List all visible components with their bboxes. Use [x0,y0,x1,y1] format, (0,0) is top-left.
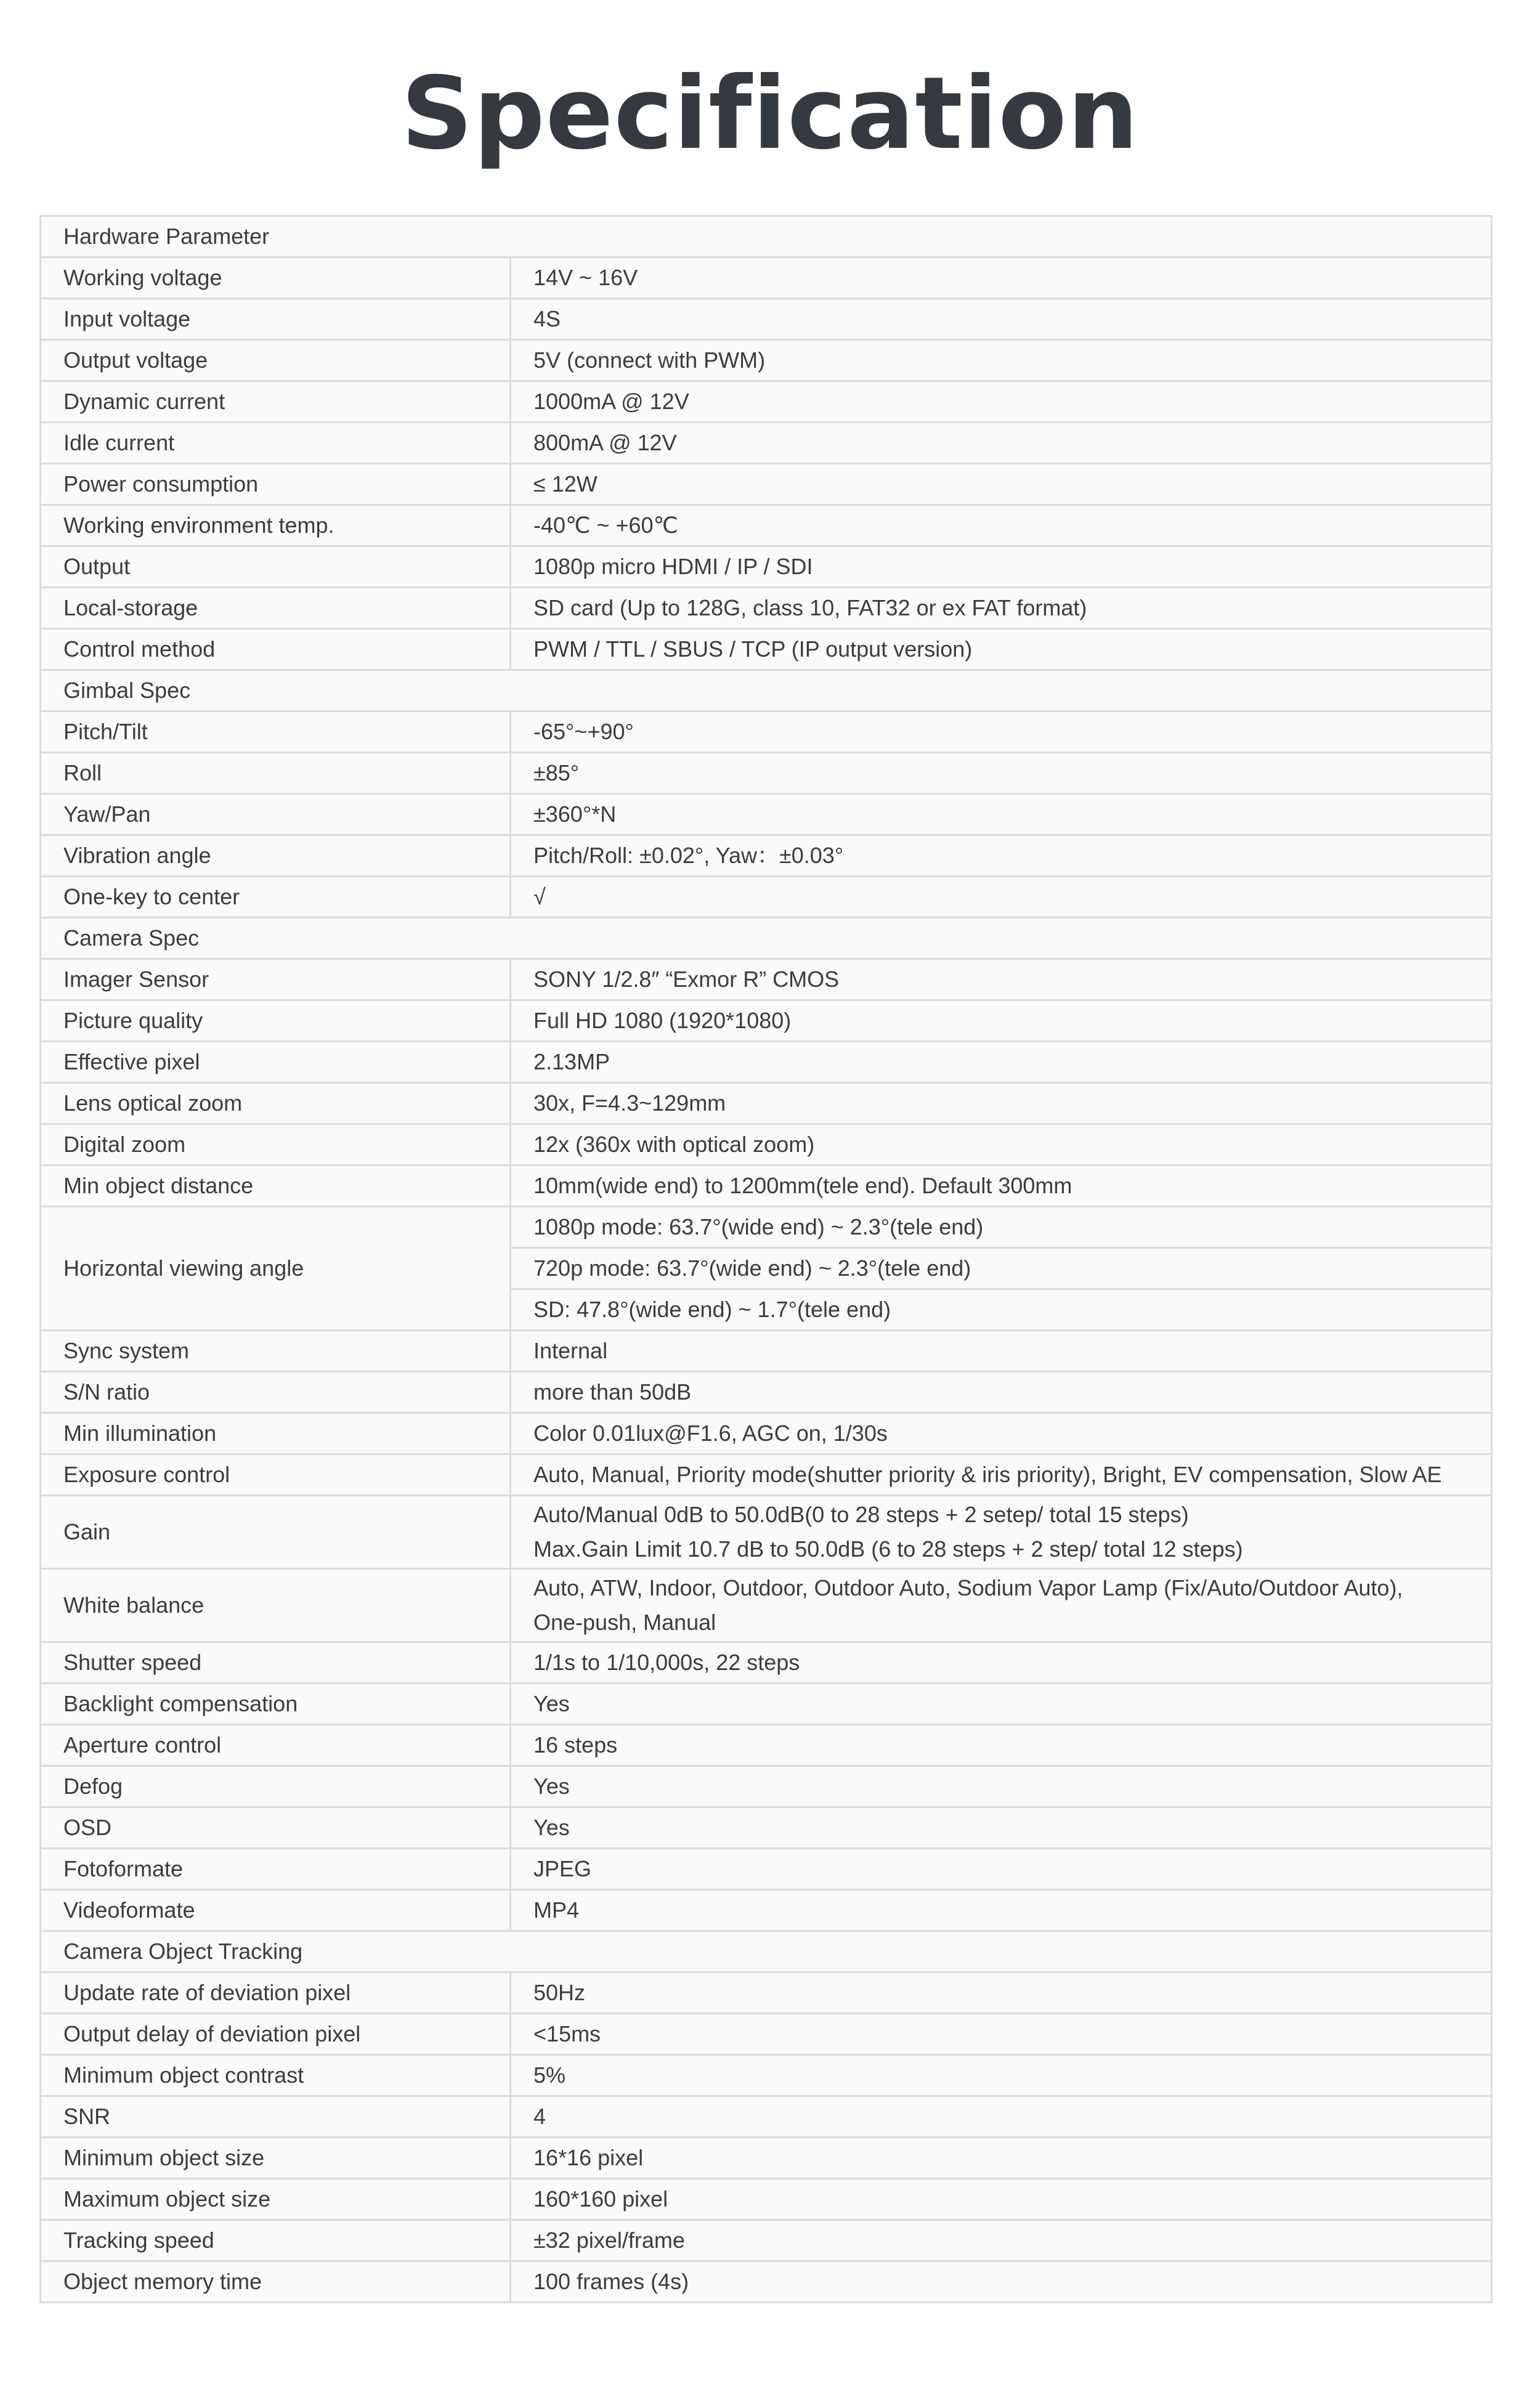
spec-label: Backlight compensation [41,1684,511,1725]
spec-value: ±85° [511,753,1492,794]
table-row [41,877,1492,918]
spec-value: 160*160 pixel [511,2179,1492,2220]
spec-value: 1080p micro HDMI / IP / SDI [511,546,1492,588]
table-row [41,712,1492,753]
spec-value: 50Hz [511,1972,1492,2014]
spec-value: Yes [511,1684,1492,1725]
spec-label: Yaw/Pan [41,794,511,835]
section-header-row [41,216,1492,257]
spec-label: Idle current [41,423,511,464]
table-row [41,629,1492,670]
spec-value: 12x (360x with optical zoom) [511,1124,1492,1166]
table-row [41,1331,1492,1372]
spec-value: 14V ~ 16V [511,257,1492,299]
table-row [41,835,1492,877]
spec-label: Aperture control [41,1725,511,1766]
table-row [41,505,1492,546]
spec-value: 2.13MP [511,1042,1492,1083]
spec-value: 800mA @ 12V [511,423,1492,464]
table-row [41,1849,1492,1890]
table-row [41,959,1492,1000]
table-row [41,2014,1492,2055]
table-row [41,464,1492,505]
table-row [41,340,1492,381]
spec-value: -40℃ ~ +60℃ [511,505,1492,546]
spec-label: S/N ratio [41,1372,511,1413]
table-row [41,1413,1492,1454]
table-row [41,423,1492,464]
spec-label: Gain [41,1496,511,1569]
table-row [41,1124,1492,1166]
spec-label: Videoformate [41,1890,511,1931]
spec-label: Roll [41,753,511,794]
table-row [41,1890,1492,1931]
spec-label: Maximum object size [41,2179,511,2220]
table-row [41,1807,1492,1849]
spec-label: White balance [41,1569,511,1642]
spec-value: ±32 pixel/frame [511,2220,1492,2261]
spec-value: Yes [511,1766,1492,1807]
table-row [41,2220,1492,2261]
spec-label: Exposure control [41,1454,511,1496]
spec-label: Lens optical zoom [41,1083,511,1124]
spec-value: PWM / TTL / SBUS / TCP (IP output version) [511,629,1492,670]
spec-label: Working environment temp. [41,505,511,546]
spec-label: Working voltage [41,257,511,299]
spec-value: SD card (Up to 128G, class 10, FAT32 or ex FAT format) [511,588,1492,629]
table-row [41,588,1492,629]
table-row [41,1000,1492,1042]
table-row [41,2096,1492,2138]
table-row [41,2138,1492,2179]
table-row [41,1372,1492,1413]
spec-label: Horizontal viewing angle [41,1207,511,1331]
specification-table-body [41,216,1492,2303]
spec-value: -65°~+90° [511,712,1492,753]
spec-label: Output [41,546,511,588]
table-row [41,1496,1492,1569]
spec-value: ±360°*N [511,794,1492,835]
section-header-row [41,918,1492,959]
section-header: Camera Spec [41,918,1492,959]
spec-value: 1000mA @ 12V [511,381,1492,423]
spec-value: ≤ 12W [511,464,1492,505]
spec-value: Color 0.01lux@F1.6, AGC on, 1/30s [511,1413,1492,1454]
spec-label: Minimum object size [41,2138,511,2179]
spec-label: Sync system [41,1331,511,1372]
spec-label: Minimum object contrast [41,2055,511,2096]
spec-value: 1/1s to 1/10,000s, 22 steps [511,1642,1492,1684]
spec-value: Internal [511,1331,1492,1372]
spec-value: MP4 [511,1890,1492,1931]
table-row [41,1684,1492,1725]
spec-value: Yes [511,1807,1492,1849]
spec-value: SONY 1/2.8″ “Exmor R” CMOS [511,959,1492,1000]
spec-label: OSD [41,1807,511,1849]
spec-value: Auto, ATW, Indoor, Outdoor, Outdoor Auto, Sodium Vapor Lamp (Fix/Auto/Outdoor Auto), One-push, Manual [511,1569,1492,1642]
spec-label: Vibration angle [41,835,511,877]
section-header-row [41,1931,1492,1972]
table-row [41,794,1492,835]
spec-label: Input voltage [41,299,511,340]
spec-value: SD: 47.8°(wide end) ~ 1.7°(tele end) [511,1289,1492,1331]
spec-value: Pitch/Roll: ±0.02°, Yaw：±0.03° [511,835,1492,877]
spec-value: 16 steps [511,1725,1492,1766]
spec-value: Full HD 1080 (1920*1080) [511,1000,1492,1042]
table-row [41,1454,1492,1496]
table-row [41,1166,1492,1207]
table-row [41,546,1492,588]
spec-value: √ [511,877,1492,918]
table-row [41,2055,1492,2096]
table-row [41,257,1492,299]
table-row [41,1042,1492,1083]
spec-value: more than 50dB [511,1372,1492,1413]
spec-label: Output voltage [41,340,511,381]
spec-value: <15ms [511,2014,1492,2055]
table-row [41,1972,1492,2014]
spec-value: 4 [511,2096,1492,2138]
spec-value: 10mm(wide end) to 1200mm(tele end). Default 300mm [511,1166,1492,1207]
spec-label: Tracking speed [41,2220,511,2261]
spec-value: 5% [511,2055,1492,2096]
specification-table [39,215,1493,2303]
section-header: Camera Object Tracking [41,1931,1492,1972]
spec-value: Auto/Manual 0dB to 50.0dB(0 to 28 steps + 2 setep/ total 15 steps) Max.Gain Limit 10.7 dB to 50.0dB (6 to 28 steps + 2 step/ total 12 steps) [511,1496,1492,1569]
spec-label: Fotoformate [41,1849,511,1890]
section-header-row [41,670,1492,712]
spec-label: Control method [41,629,511,670]
spec-value: 720p mode: 63.7°(wide end) ~ 2.3°(tele end) [511,1248,1492,1289]
spec-label: Picture quality [41,1000,511,1042]
table-row [41,1766,1492,1807]
spec-label: Local-storage [41,588,511,629]
table-row [41,381,1492,423]
spec-label: Shutter speed [41,1642,511,1684]
table-row [41,1642,1492,1684]
spec-label: Digital zoom [41,1124,511,1166]
spec-label: Min object distance [41,1166,511,1207]
spec-value: 4S [511,299,1492,340]
section-header: Gimbal Spec [41,670,1492,712]
table-row [41,1725,1492,1766]
section-header: Hardware Parameter [41,216,1492,257]
spec-label: Defog [41,1766,511,1807]
table-row [41,1569,1492,1642]
spec-label: Power consumption [41,464,511,505]
spec-label: Update rate of deviation pixel [41,1972,511,2014]
spec-value: 1080p mode: 63.7°(wide end) ~ 2.3°(tele end) [511,1207,1492,1248]
table-row [41,1207,1492,1248]
spec-label: Imager Sensor [41,959,511,1000]
spec-label: SNR [41,2096,511,2138]
table-row [41,299,1492,340]
spec-label: Pitch/Tilt [41,712,511,753]
spec-value: 100 frames (4s) [511,2261,1492,2303]
spec-label: Dynamic current [41,381,511,423]
table-row [41,2179,1492,2220]
page-title: Specification [400,56,1140,172]
table-row [41,2261,1492,2303]
spec-value: 5V (connect with PWM) [511,340,1492,381]
spec-label: One-key to center [41,877,511,918]
spec-label: Effective pixel [41,1042,511,1083]
spec-value: Auto, Manual, Priority mode(shutter priority & iris priority), Bright, EV compensation, Slow AE [511,1454,1492,1496]
spec-value: JPEG [511,1849,1492,1890]
spec-label: Output delay of deviation pixel [41,2014,511,2055]
table-row [41,753,1492,794]
spec-label: Min illumination [41,1413,511,1454]
table-row [41,1083,1492,1124]
spec-value: 16*16 pixel [511,2138,1492,2179]
spec-label: Object memory time [41,2261,511,2303]
spec-value: 30x, F=4.3~129mm [511,1083,1492,1124]
